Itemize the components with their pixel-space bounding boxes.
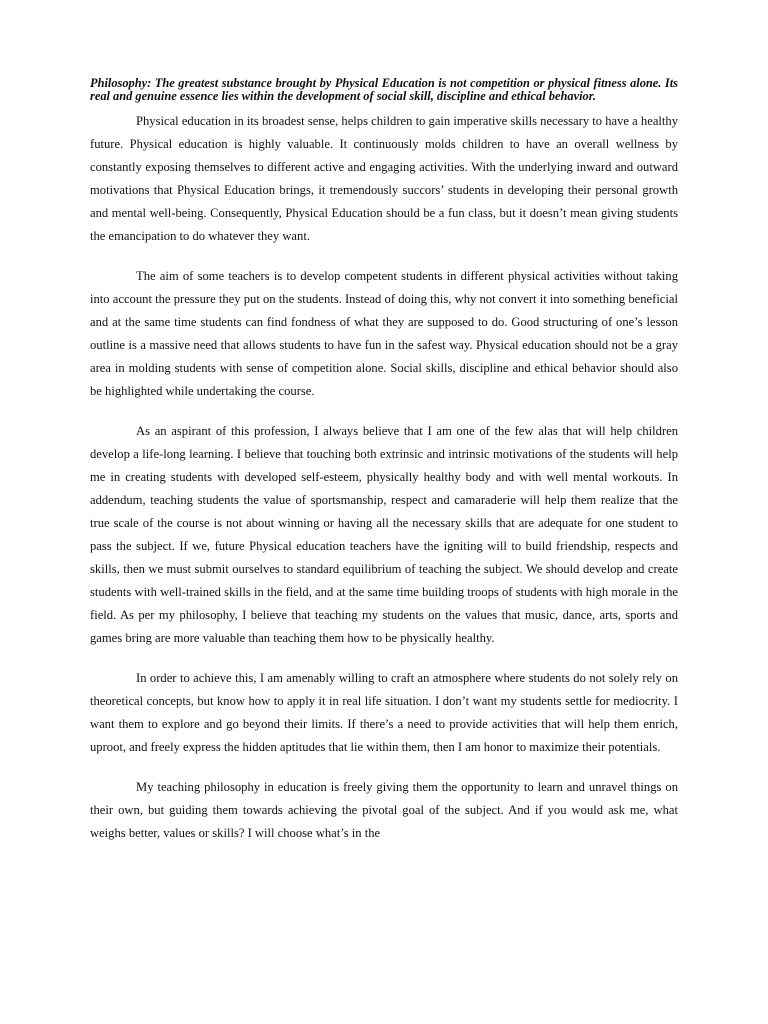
paragraph-4: In order to achieve this, I am amenably willing to craft an atmosphere where students do not solely rely on theoretical concepts, but know how to apply it in real life situation. I don’t want my students settle for mediocrity. I want them to explore and go beyond their limits. If there’s a need to provide activities that will help them enrich, uproot, and freely express the hidden aptitudes that lie within them, then I am honor to maximize their potentials. — [90, 671, 678, 754]
paragraph-3: As an aspirant of this profession, I always believe that I am one of the few alas that will help children develop a life-long learning. I believe that touching both extrinsic and intrinsic motivations of the students will help me in creating students with developed self-esteem, physically healthy body and with well mental workouts. In addendum, teaching students the value of sportsmanship, respect and camaraderie will help them realize that the true scale of the course is not about winning or having all the necessary skills that are adequate for one student to pass the subject. If we, future Physical education teachers have the igniting will to build friendship, respects and skills, then we must submit ourselves to standard equilibrium of teaching the subject. We should develop and create students with well-trained skills in the field, and at the same time building troops of students with high morale in the field. As per my philosophy, I believe that teaching my students on the values that music, dance, arts, sports and games bring are more valuable than teaching them how to be physically healthy. — [90, 424, 678, 645]
philosophy-heading: Philosophy: The greatest substance brought by Physical Education is not competition or physical fitness alone. Its real and genuine essence lies within the development of social skill, discipline and ethical behavior. — [90, 76, 678, 103]
paragraph-2: The aim of some teachers is to develop competent students in different physical activities without taking into account the pressure they put on the students. Instead of doing this, why not convert it into something beneficial and at the same time students can find fondness of what they are supposed to do. Good structuring of one’s lesson outline is a massive need that allows students to have fun in the safest way. Physical education should not be a gray area in molding students with sense of competition alone. Social skills, discipline and ethical behavior should also be highlighted while undertaking the course. — [90, 269, 678, 398]
paragraph-1: Physical education in its broadest sense, helps children to gain imperative skills necessary to have a healthy future. Physical education is highly valuable. It continuously molds children to have an overall wellness by constantly exposing themselves to different active and engaging activities. With the underlying inward and outward motivations that Physical Education brings, it tremendously succors’ students in developing their personal growth and mental well-being. Consequently, Physical Education should be a fun class, but it doesn’t mean giving students the emancipation to do whatever they want. — [90, 114, 678, 243]
paragraph-5: My teaching philosophy in education is freely giving them the opportunity to learn and unravel things on their own, but guiding them towards achieving the pivotal goal of the subject. And if you would ask me, what weighs better, values or skills? I will choose what’s in the — [90, 780, 678, 840]
